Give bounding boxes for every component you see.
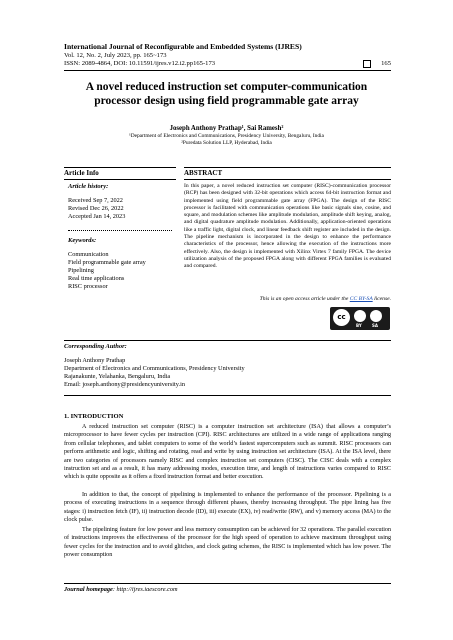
intro-paragraph-3: The pipelining feature for low power and less memory consumption can be achieved for 32 operations. The parallel execution of instructions improves the effectiveness of the processor for the high speed of operation to achieve maximum throughput using fewer cycles for the instruction and to avoid glitches, and clock gating schemes, the RISC is implemented which has low power. The power consumption [64,527,391,559]
header-rule [64,70,391,71]
article-info-header: Article Info [64,169,99,177]
intro-paragraph-1: A reduced instruction set computer (RISC) is a computer instruction set architecture (ISA) that allows a computer’s microprocessor to have fewer cycles per instruction (CPI). RISC architectures are utilized in a wide range of applications ranging from cellular telephones, and tablet computers to some of the world’s fastest supercomputers such as summit. RISC processors can perform arithmetic and logic, shifting and rotating, read and write by using instruction set architecture (ISA). At the ISA level, there are two categories of processors namely RISC and complex instruction set computers (CISC). The CISC deals with a complex instruction set and as a result, it has many addressing modes, execution time, and length of instructions varies compared to RISC which is quite opposite as it offers a fixed instruction format and better execution. [64,424,391,481]
homepage-label: Journal homepage [64,586,113,593]
keyword-item: Real time applications [68,275,125,282]
journal-volume: Vol. 12, No. 2, July 2023, pp. 165~173 [64,52,167,59]
history-revised: Revised Dec 26, 2022 [68,205,124,212]
license-suffix: license. [372,296,391,302]
journal-name: International Journal of Reconfigurable and Embedded Systems (IJRES) [64,42,302,51]
share-alike-icon [370,310,382,322]
authors: Joseph Anthony Prathap¹, Sai Ramesh² [169,125,284,132]
corresponding-bottom-rule [64,395,391,396]
abstract-header: ABSTRACT [184,169,223,177]
corresponding-email: Email: joseph.anthony@presidencyuniversity.in [64,381,185,388]
journal-issn: ISSN: 2089-4864, DOI: 10.11591/ijres.v12.i2.pp165-173 [64,60,216,67]
cc-by-label: BY [356,323,362,328]
corresponding-top-rule [64,340,391,341]
cc-sa-label: SA [372,323,378,328]
corresponding-label: Corresponding Author: [64,343,127,350]
abstract-text: In this paper, a novel reduced instruction set computer (RISC)-communication processor (RCP) has been designed with 32-bit operations which access 64-bit instruction format and implemented using field programmable gate array (FPGA). The design of the RISC processor is facilitated with communication operations like basic signals sine, cosine, and square, and modulation schemes like amplitude modulation, amplitude shift keying, analog, and digital quadrature amplitude modulation. Additionally, application-oriented operations like a traffic light, digital clock, and linear feedback shift register are included in the design. The pipeline mechanism is incorporated in the design to enhance the performance characteristics of the processor, hence allowing the execution of the instructions more effectively. Also, the design is implemented with Xilinx Virtex 7 family FPGA. The device utilization analysis of the proposed FPGA along with different FPGA families is evaluated and compared. [184,183,391,270]
book-icon [363,60,371,68]
page-number: 165 [381,60,391,67]
keywords-label: Keywords: [68,237,97,244]
intro-heading: 1. INTRODUCTION [64,413,124,420]
abstract-top-rule [184,167,391,168]
history-label: Article history: [68,183,109,190]
article-info-rule [64,179,176,180]
history-received: Received Sep 7, 2022 [68,197,123,204]
keyword-item: RISC processor [68,283,108,290]
history-divider [68,230,172,231]
article-info-top-rule [64,167,176,168]
history-accepted: Accepted Jan 14, 2023 [68,213,126,220]
license-prefix: This is an open access article under the [259,296,350,302]
person-icon [354,310,366,322]
corresponding-line: Department of Electronics and Communications, Presidency University [64,365,245,372]
homepage-url[interactable]: : http://ijres.iaescore.com [112,586,178,593]
cc-license-badge[interactable] [330,307,390,330]
paper-title: A novel reduced instruction set computer-communication processor design using field programmable gate array [85,81,368,107]
corresponding-line: Rajanakunte, Yelahanka, Bengaluru, India [64,373,171,380]
keyword-item: Field programmable gate array [68,259,146,266]
intro-paragraph-2: In addition to that, the concept of pipelining is implemented to enhance the performance of the processor. Pipelining is a process of executing instructions in a sequence through different phases, thereby increasing throughput. The pipe lining has five stages: i) instruction fetch (IF), ii) instruction decode (ID), iii) execute (EX), iv) read/write (RW), and v) memory access (MA) to the clock pulse. [64,492,391,524]
keyword-item: Communication [68,251,109,258]
keyword-item: Pipelining [68,267,94,274]
corresponding-line: Joseph Anthony Prathap [64,357,126,364]
affiliation-1: ¹Department of Electronics and Communications, Presidency University, Bengaluru, India [129,133,324,139]
affiliation-2: ²Puredata Solution LLP, Hyderabad, India [181,140,272,146]
abstract-rule [184,179,391,180]
cc-logo-icon: cc [333,309,350,326]
footer-rule [64,583,391,584]
journal-homepage [64,586,178,593]
license-link[interactable]: CC BY-SA [349,296,373,302]
license-note [184,296,391,302]
